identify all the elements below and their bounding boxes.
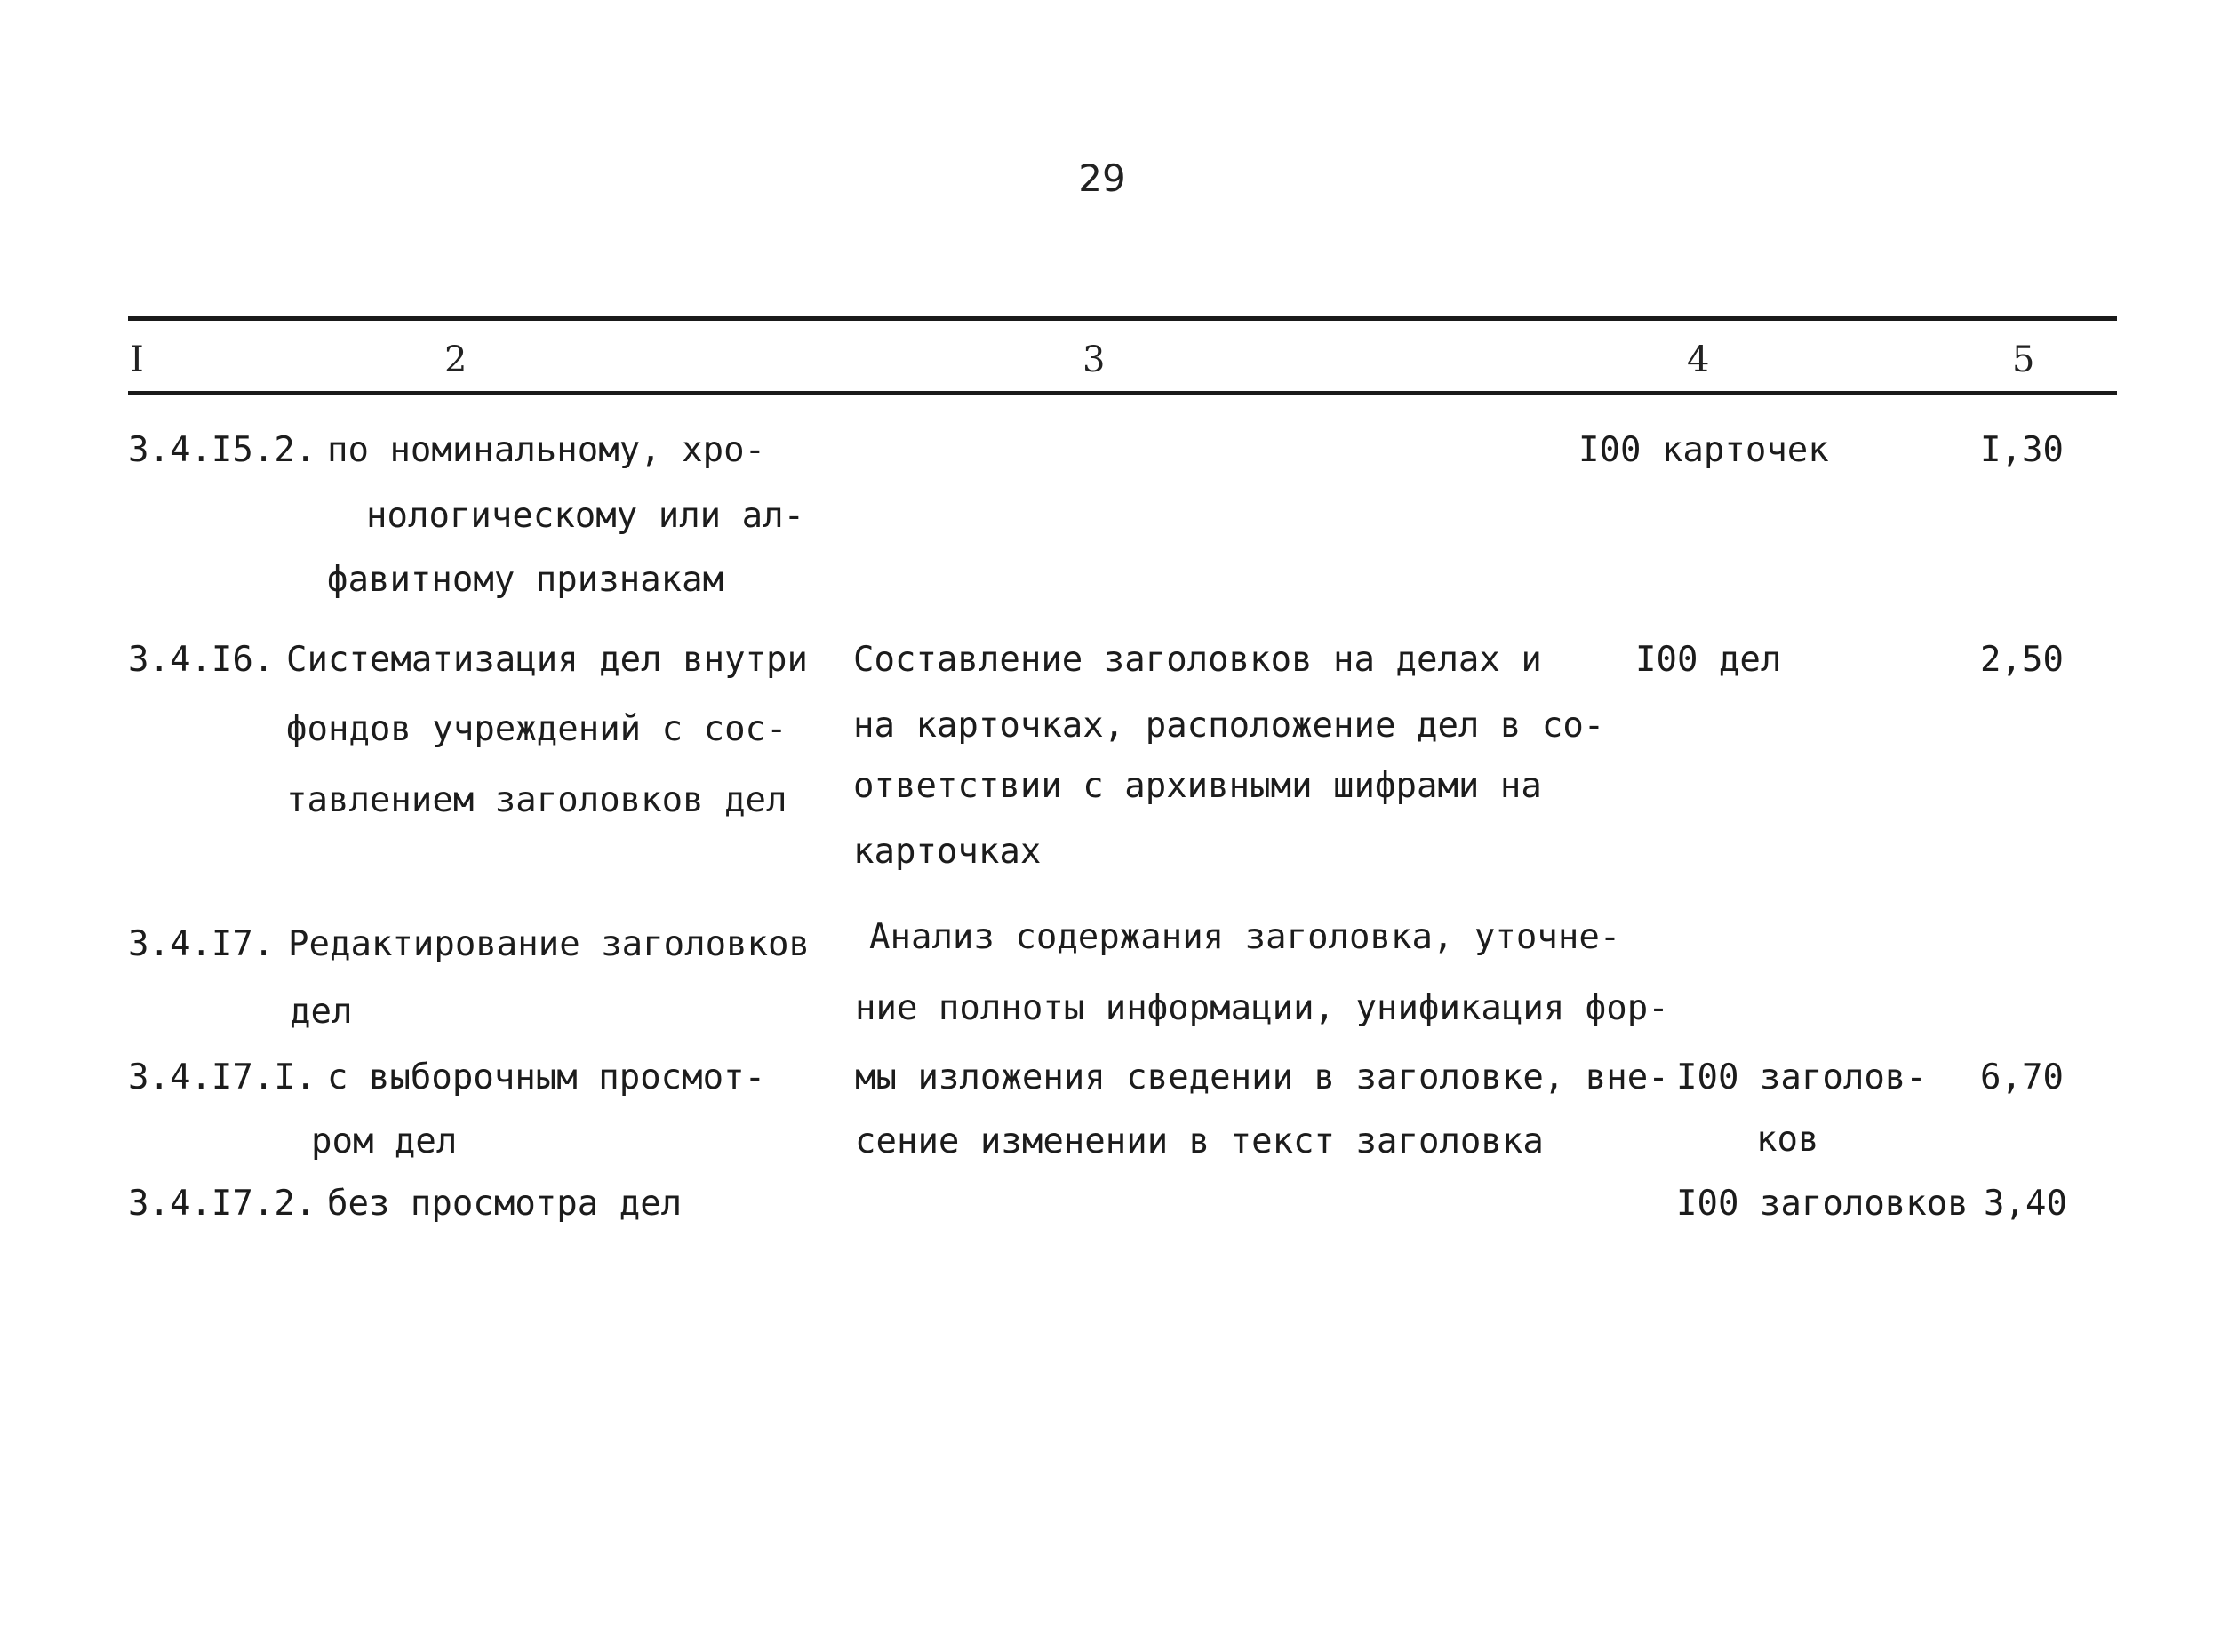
- unit-of-measure: ков: [1756, 1120, 1819, 1160]
- column-header-4: 4: [1687, 339, 1710, 380]
- column-header-1: I: [130, 339, 144, 380]
- work-content-line: ние полноты информации, унификация фор-: [855, 988, 1669, 1028]
- item-name-line: дел: [290, 992, 353, 1032]
- item-number: 3.4.I7.2.: [128, 1184, 316, 1224]
- item-number: 3.4.I5.2.: [128, 430, 316, 470]
- work-content-line: Анализ содержания заголовка, уточне-: [869, 917, 1621, 957]
- item-name-line: ром дел: [311, 1121, 458, 1161]
- item-name-line: нологическому или ал-: [366, 496, 805, 536]
- unit-of-measure: I00 заголов-: [1676, 1057, 1927, 1097]
- unit-of-measure: I00 дел: [1635, 640, 1782, 680]
- work-content-line: ответствии с архивными шифрами на: [853, 766, 1542, 806]
- item-number: 3.4.I7.: [128, 924, 275, 964]
- time-norm: 3,40: [1984, 1184, 2067, 1224]
- table-header-rule: [128, 391, 2117, 395]
- item-number: 3.4.I7.I.: [128, 1057, 316, 1097]
- work-content-line: сение изменении в текст заголовка: [855, 1121, 1544, 1161]
- item-name-line: с выборочным просмот-: [327, 1057, 766, 1097]
- time-norm: 2,50: [1980, 640, 2064, 680]
- work-content-line: карточках: [853, 832, 1042, 872]
- work-content-line: Составление заголовков на делах и: [853, 640, 1542, 680]
- item-name-line: Редактирование заголовков: [288, 924, 810, 964]
- column-header-2: 2: [444, 339, 467, 380]
- table-top-rule: [128, 316, 2117, 321]
- item-name-line: Систематизация дел внутри: [286, 640, 808, 680]
- time-norm: 6,70: [1980, 1057, 2064, 1097]
- time-norm: I,30: [1980, 430, 2064, 470]
- item-name-line: фондов учреждений с сос-: [286, 709, 787, 749]
- column-header-5: 5: [2012, 339, 2035, 380]
- work-content-line: мы изложения сведении в заголовке, вне-: [855, 1057, 1669, 1097]
- column-header-3: 3: [1083, 339, 1106, 380]
- page-number: 29: [1078, 156, 1126, 200]
- unit-of-measure: I00 заголовков: [1676, 1184, 1969, 1224]
- item-name-line: по номинальному, хро-: [327, 430, 766, 470]
- item-number: 3.4.I6.: [128, 640, 275, 680]
- item-name-line: тавлением заголовков дел: [286, 780, 787, 820]
- item-name-line: без просмотра дел: [327, 1184, 683, 1224]
- unit-of-measure: I00 карточек: [1578, 430, 1829, 470]
- item-name-line: фавитному признакам: [327, 560, 724, 600]
- work-content-line: на карточках, расположение дел в со-: [853, 706, 1605, 746]
